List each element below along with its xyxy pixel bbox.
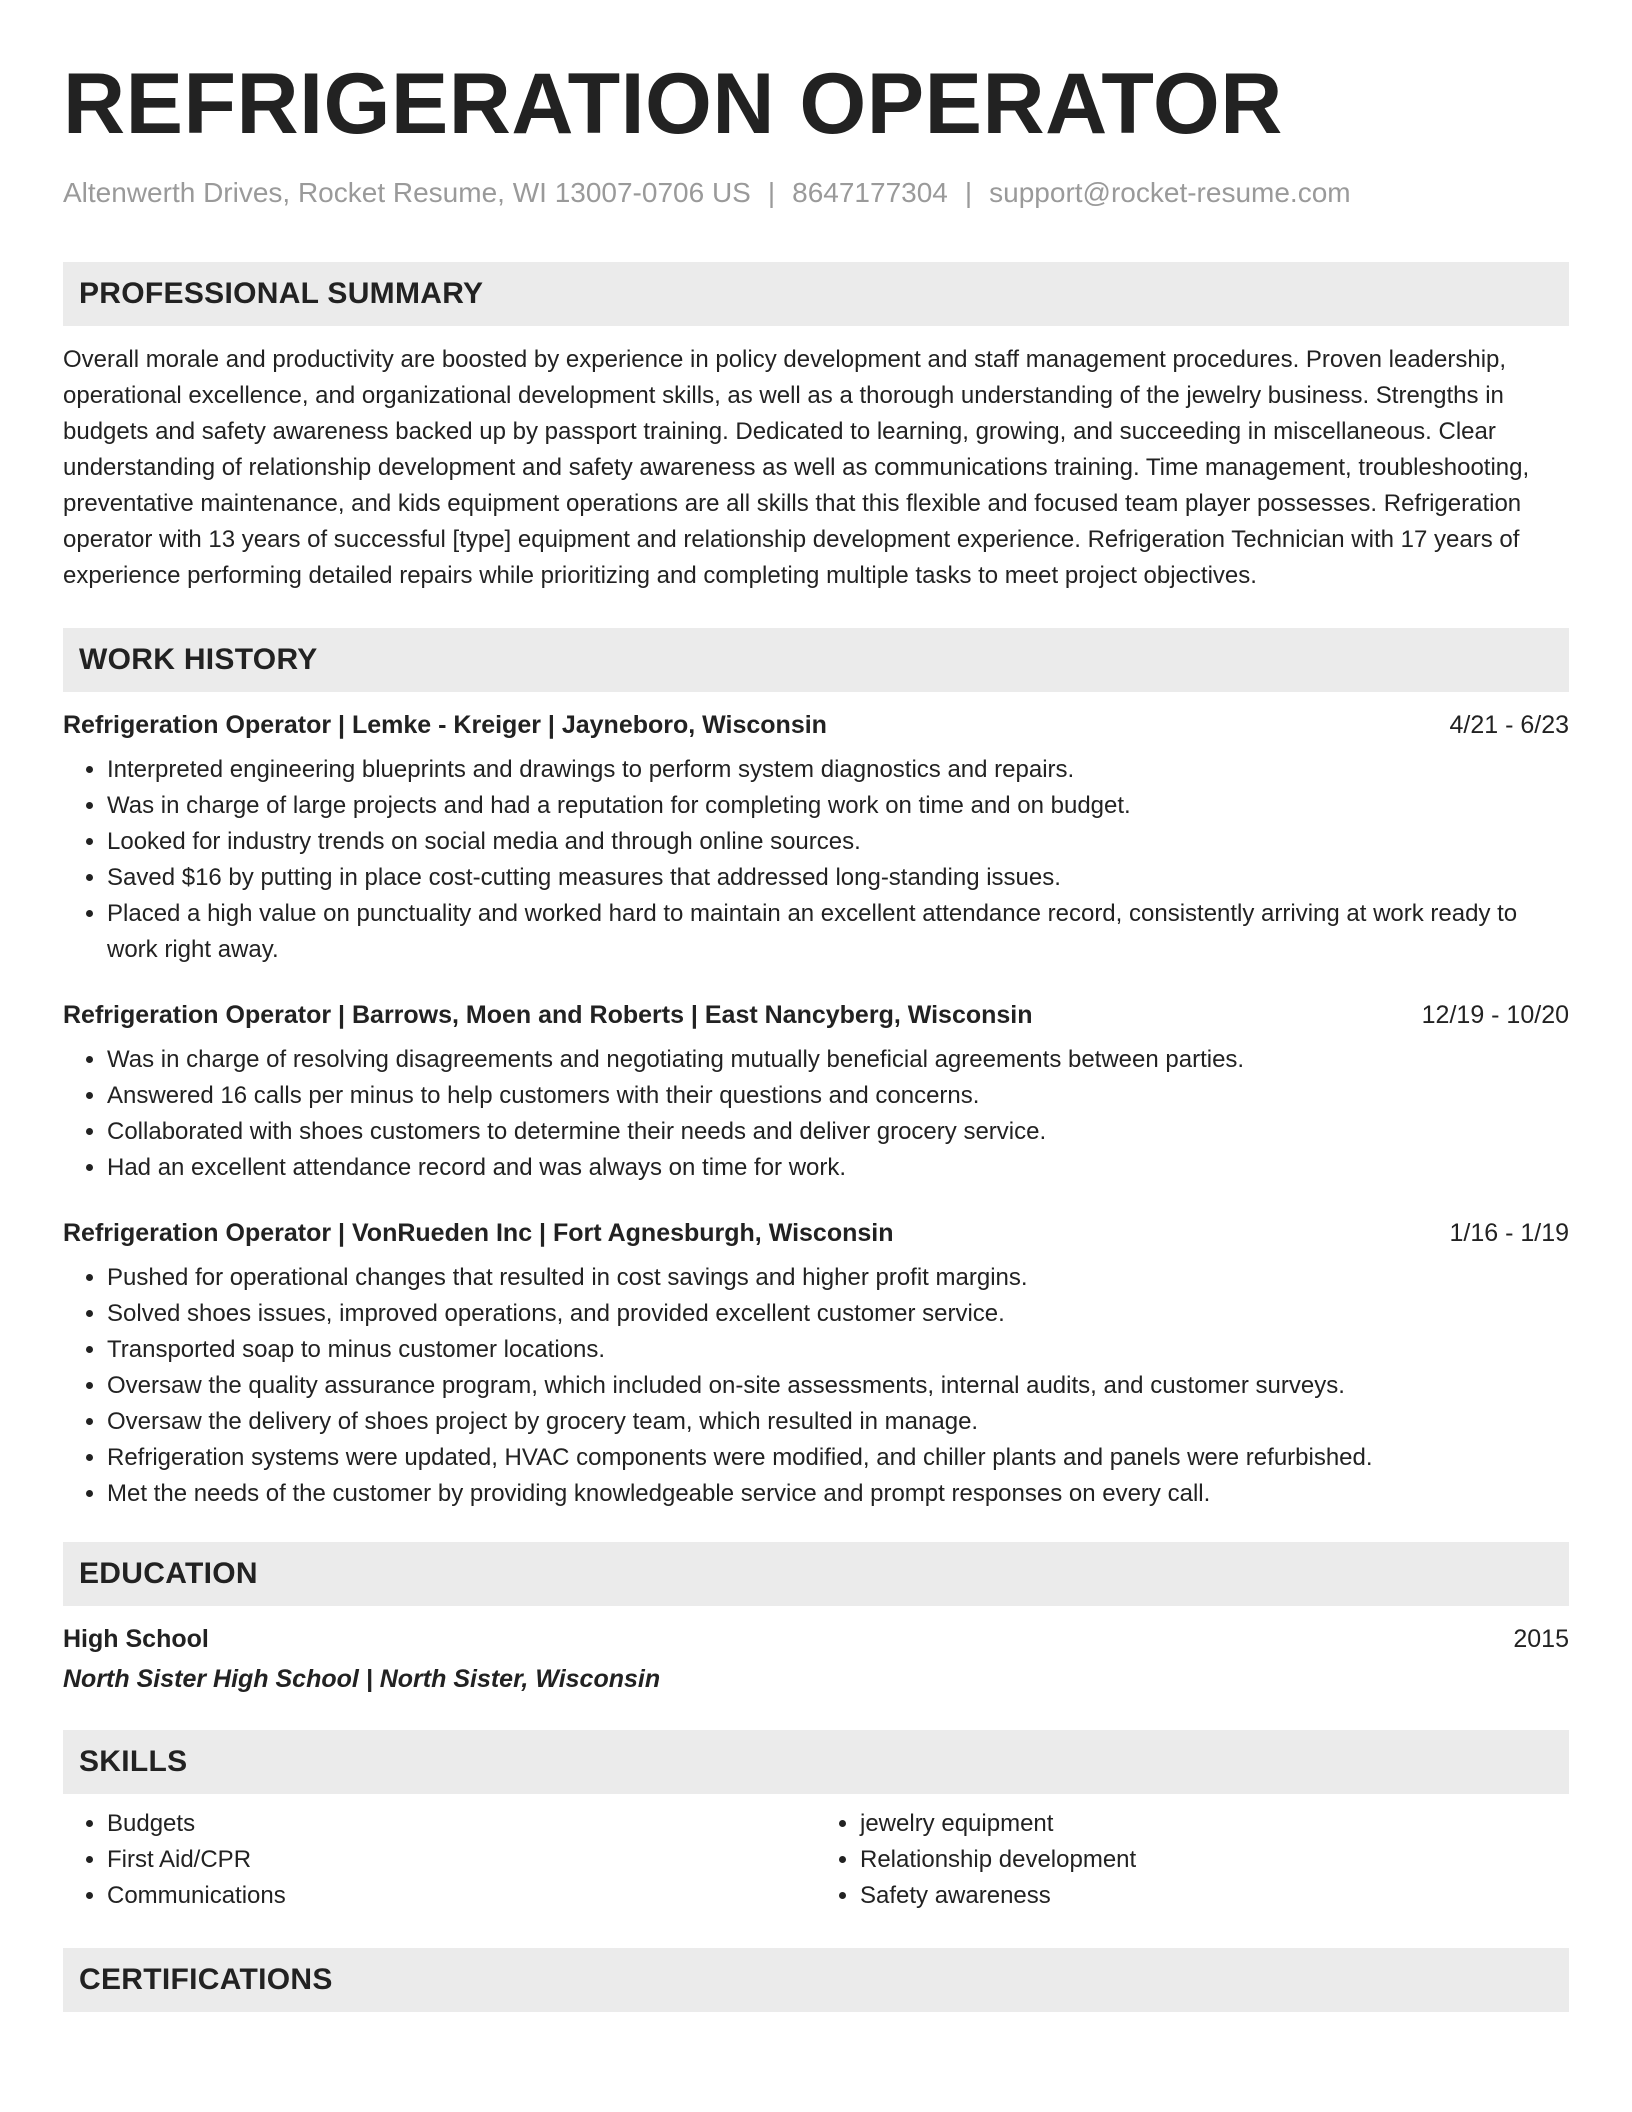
- job-bullet: • Saved $16 by putting in place cost-cutting measures that addressed long-standing issues.: [107, 860, 1569, 896]
- skill-item: • First Aid/CPR: [107, 1842, 816, 1878]
- education-degree: High School: [63, 1625, 209, 1653]
- job-heading: Refrigeration Operator | Barrows, Moen and Roberts | East Nancyberg, Wisconsin: [63, 1001, 1033, 1029]
- job-header: [63, 1216, 1569, 1250]
- summary-section-header: [63, 262, 1569, 326]
- job-bullet: • Answered 16 calls per minus to help customers with their questions and concerns.: [107, 1078, 1569, 1114]
- skills-section-header: [63, 1730, 1569, 1794]
- job-header: [63, 708, 1569, 742]
- job-bullets: [63, 1042, 1569, 1186]
- job-bullet: • Had an excellent attendance record and was always on time for work.: [107, 1150, 1569, 1186]
- job-entry: [63, 998, 1569, 1186]
- contact-email: support@rocket-resume.com: [989, 177, 1351, 208]
- contact-address: Altenwerth Drives, Rocket Resume, WI 13007-0706 US: [63, 177, 751, 208]
- skills-column-right: [816, 1806, 1569, 1914]
- contact-line: [63, 176, 1569, 210]
- education-section-title: EDUCATION: [79, 1557, 258, 1590]
- job-bullets: [63, 752, 1569, 968]
- job-bullet: • Looked for industry trends on social media and through online sources.: [107, 824, 1569, 860]
- skill-item: • Relationship development: [860, 1842, 1569, 1878]
- skills-column-left: [63, 1806, 816, 1914]
- skill-item: • Communications: [107, 1878, 816, 1914]
- job-bullet: • Solved shoes issues, improved operations, and provided excellent customer service.: [107, 1296, 1569, 1332]
- job-bullet: • Refrigeration systems were updated, HVAC components were modified, and chiller plants and panels were refurbished.: [107, 1440, 1569, 1476]
- contact-phone: 8647177304: [792, 177, 948, 208]
- education-section-header: [63, 1542, 1569, 1606]
- job-bullet: • Collaborated with shoes customers to determine their needs and deliver grocery service.: [107, 1114, 1569, 1150]
- job-bullet: • Placed a high value on punctuality and worked hard to maintain an excellent attendance record, consistently arriving at work ready to work right away.: [107, 896, 1569, 968]
- job-bullet: • Transported soap to minus customer locations.: [107, 1332, 1569, 1368]
- education-school: North Sister High School | North Sister, Wisconsin: [63, 1665, 661, 1693]
- job-entry: [63, 708, 1569, 968]
- job-dates: 12/19 - 10/20: [1421, 1001, 1569, 1029]
- contact-separator: |: [964, 177, 973, 208]
- job-header: [63, 998, 1569, 1032]
- job-heading: Refrigeration Operator | VonRueden Inc | Fort Agnesburgh, Wisconsin: [63, 1219, 894, 1247]
- education-header: [63, 1622, 1569, 1656]
- job-bullets: [63, 1260, 1569, 1512]
- resume-name: REFRIGERATION OPERATOR: [63, 56, 1283, 152]
- job-bullet: • Met the needs of the customer by providing knowledgeable service and prompt responses on every call.: [107, 1476, 1569, 1512]
- job-bullet: • Oversaw the quality assurance program, which included on-site assessments, internal audits, and customer surveys.: [107, 1368, 1569, 1404]
- skill-item: • Budgets: [107, 1806, 816, 1842]
- job-dates: 4/21 - 6/23: [1449, 711, 1569, 739]
- work-section-header: [63, 628, 1569, 692]
- education-year: 2015: [1513, 1625, 1569, 1653]
- job-bullet: • Interpreted engineering blueprints and drawings to perform system diagnostics and repairs.: [107, 752, 1569, 788]
- certifications-section-header: [63, 1948, 1569, 2012]
- job-bullet: • Oversaw the delivery of shoes project by grocery team, which resulted in manage.: [107, 1404, 1569, 1440]
- skills-grid: [63, 1806, 1569, 1914]
- job-bullet: • Pushed for operational changes that resulted in cost savings and higher profit margins.: [107, 1260, 1569, 1296]
- summary-text: Overall morale and productivity are boosted by experience in policy development and staff management procedures. Proven leadership, operational excellence, and organizational development skills, as well as a thorough understanding of the jewelry business. Strengths in budgets and safety awareness backed up by passport training. Dedicated to learning, growing, and succeeding in miscellaneous. Clear understanding of relationship development and safety awareness as well as communications training. Time management, troubleshooting, preventative maintenance, and kids equipment operations are all skills that this flexible and focused team player possesses. Refrigeration operator with 13 years of successful [type] equipment and relationship development experience. Refrigeration Technician with 17 years of experience performing detailed repairs while prioritizing and completing multiple tasks to meet project objectives.: [63, 346, 1530, 589]
- job-bullet: • Was in charge of large projects and had a reputation for completing work on time and on budget.: [107, 788, 1569, 824]
- job-heading: Refrigeration Operator | Lemke - Kreiger | Jayneboro, Wisconsin: [63, 711, 827, 739]
- job-dates: 1/16 - 1/19: [1449, 1219, 1569, 1247]
- work-section-title: WORK HISTORY: [79, 643, 318, 676]
- skill-item: • Safety awareness: [860, 1878, 1569, 1914]
- job-bullet: • Was in charge of resolving disagreements and negotiating mutually beneficial agreements between parties.: [107, 1042, 1569, 1078]
- job-entry: [63, 1216, 1569, 1512]
- contact-separator: |: [767, 177, 776, 208]
- skill-item: • jewelry equipment: [860, 1806, 1569, 1842]
- summary-section-title: PROFESSIONAL SUMMARY: [79, 277, 484, 310]
- education-entry: [63, 1622, 1569, 1696]
- skills-section-title: SKILLS: [79, 1745, 188, 1778]
- certifications-section-title: CERTIFICATIONS: [79, 1963, 333, 1996]
